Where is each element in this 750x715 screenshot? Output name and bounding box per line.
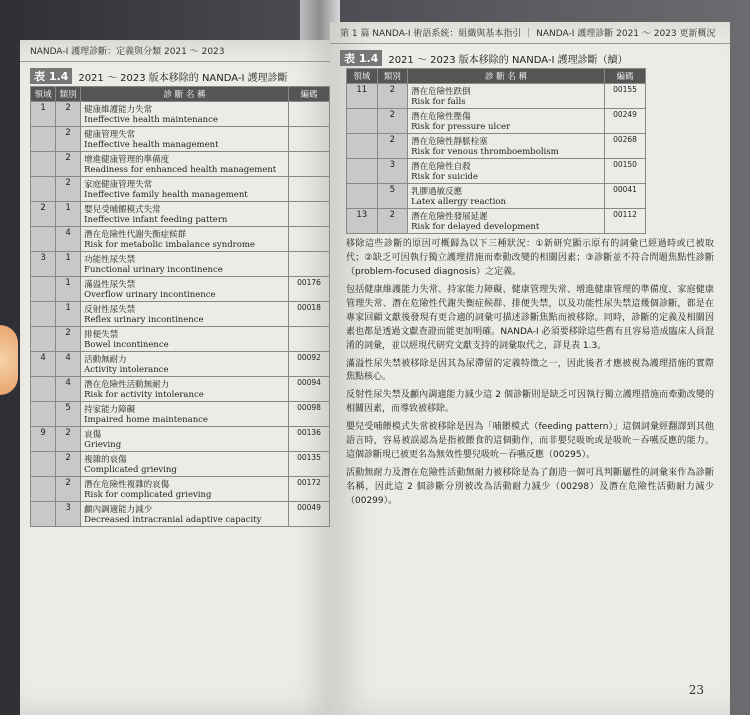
diagnosis-en: Risk for activity intolerance (84, 390, 204, 400)
diagnosis-en: Latex allergy reaction (411, 197, 507, 207)
domain-cell (31, 502, 56, 527)
diagnosis-zh: 健康管理失常 (84, 130, 136, 140)
code-cell (289, 152, 330, 177)
diagnosis-zh: 乳膠過敏反應 (411, 187, 463, 197)
body-paragraph: 移除這些診斷的原因可概歸為以下三種狀況：①新研究顯示原有的詞彙已經過時或已被取代；②缺乏可因執行獨立護理措施而牽動改變的相關因素；③診斷並不符合問題焦點性診斷（problem-focused diagnosis）之定義。 (346, 239, 714, 277)
diagnosis-en: Reflex urinary incontinence (84, 315, 204, 325)
table-title: 2021 ～ 2023 版本移除的 NANDA-I 護理診斷（續） (388, 54, 628, 66)
table-row (347, 159, 646, 184)
table-row (31, 477, 330, 502)
class-cell: 3 (377, 159, 408, 184)
class-cell: 4 (56, 227, 81, 252)
table-header-row (31, 87, 330, 102)
right-table-heading (330, 44, 730, 68)
class-cell: 4 (56, 352, 81, 377)
class-cell: 2 (377, 84, 408, 109)
code-cell: 00098 (289, 402, 330, 427)
diagnosis-cell (81, 227, 289, 252)
code-cell: 00150 (605, 159, 646, 184)
class-cell: 2 (56, 477, 81, 502)
diagnosis-en: Ineffective infant feeding pattern (84, 215, 228, 225)
body-paragraph: 反射性尿失禁及顱內調適能力減少這 2 個診斷則是缺乏可因執行獨立護理措施而牽動改變的相關因素，而導致被移除。 (346, 390, 714, 415)
diagnosis-en: Grieving (84, 440, 122, 450)
diagnosis-cell (408, 159, 605, 184)
domain-cell (31, 452, 56, 477)
diagnosis-cell (81, 502, 289, 527)
class-cell: 5 (377, 184, 408, 209)
domain-cell: 4 (31, 352, 56, 377)
body-paragraph: 活動無耐力及潛在危險性活動無耐力被移除是為了創造一個可具判斷屬性的詞彙來作為診斷名稱，因此這 2 個診斷分別被改為活動耐力減少（00298）及潛在危險性活動耐力減少（00299）。 (346, 468, 714, 506)
diagnosis-zh: 潛在危險性活動無耐力 (84, 380, 170, 390)
class-cell: 2 (377, 109, 408, 134)
diagnosis-cell (81, 402, 289, 427)
domain-cell (31, 227, 56, 252)
class-cell: 5 (56, 402, 81, 427)
table-row (31, 327, 330, 352)
class-cell: 2 (56, 327, 81, 352)
code-cell: 00155 (605, 84, 646, 109)
col-domain: 領域 (31, 87, 56, 102)
class-cell: 2 (56, 152, 81, 177)
domain-cell: 1 (31, 102, 56, 127)
code-cell: 00135 (289, 452, 330, 477)
diagnosis-en: Risk for complicated grieving (84, 490, 212, 500)
table-row (31, 427, 330, 452)
diagnosis-zh: 反射性尿失禁 (84, 305, 136, 315)
diagnosis-en: Ineffective health maintenance (84, 115, 218, 125)
domain-cell (347, 134, 378, 159)
table-header-row (347, 69, 646, 84)
table-row (31, 377, 330, 402)
table-row (31, 127, 330, 152)
right-table (346, 68, 646, 234)
class-cell: 4 (56, 377, 81, 402)
left-table (30, 86, 330, 527)
col-class: 類別 (377, 69, 408, 84)
diagnosis-en: Risk for delayed development (411, 222, 540, 232)
domain-cell: 13 (347, 209, 378, 234)
code-cell (289, 202, 330, 227)
table-row (31, 202, 330, 227)
code-cell (289, 127, 330, 152)
code-cell: 00136 (289, 427, 330, 452)
table-row (31, 352, 330, 377)
finger (0, 325, 18, 395)
body-paragraph: 嬰兒受哺餵模式失常被移除是因為「哺餵模式（feeding pattern）」這個詞彙經翻譯到其他語言時，容易被誤認為是指被餵食的這個動作，而非嬰兒吸吮或是吸吮－吞嚥反應的能力。這個診斷現已被更名為無效性嬰兒吸吮－吞嚥反應（00295）。 (346, 422, 714, 461)
diagnosis-en: Impaired home maintenance (84, 415, 208, 425)
diagnosis-en: Decreased intracranial adaptive capacity (84, 515, 262, 525)
table-row (31, 277, 330, 302)
right-page (330, 22, 730, 715)
diagnosis-cell (81, 427, 289, 452)
col-diagnosis: 診 斷 名 稱 (81, 87, 289, 102)
table-row (31, 452, 330, 477)
domain-cell (347, 109, 378, 134)
col-diagnosis: 診 斷 名 稱 (408, 69, 605, 84)
diagnosis-zh: 健康維護能力失常 (84, 105, 153, 115)
page-number: 23 (688, 683, 704, 697)
code-cell: 00049 (289, 502, 330, 527)
domain-cell (31, 177, 56, 202)
diagnosis-zh: 潛在危險性代謝失衡症候群 (84, 230, 187, 240)
diagnosis-cell (81, 152, 289, 177)
table-row (347, 184, 646, 209)
diagnosis-cell (408, 184, 605, 209)
class-cell: 3 (56, 502, 81, 527)
table-row (347, 209, 646, 234)
diagnosis-zh: 嬰兒受哺餵模式失常 (84, 205, 161, 215)
diagnosis-cell (81, 277, 289, 302)
left-table-heading (20, 62, 340, 86)
diagnosis-en: Risk for falls (411, 97, 466, 107)
diagnosis-en: Risk for venous thromboembolism (411, 147, 559, 157)
code-cell (289, 177, 330, 202)
diagnosis-cell (408, 84, 605, 109)
code-cell: 00176 (289, 277, 330, 302)
class-cell: 1 (56, 252, 81, 277)
diagnosis-zh: 增進健康管理的準備度 (84, 155, 170, 165)
code-cell: 00249 (605, 109, 646, 134)
diagnosis-en: Functional urinary incontinence (84, 265, 223, 275)
class-cell: 2 (56, 177, 81, 202)
diagnosis-zh: 潛在危險性自殺 (411, 162, 471, 172)
table-mark: 表 1.4 (30, 68, 72, 84)
diagnosis-en: Risk for suicide (411, 172, 479, 182)
diagnosis-zh: 滿溢性尿失禁 (84, 280, 136, 290)
diagnosis-cell (408, 209, 605, 234)
table-row (347, 84, 646, 109)
diagnosis-cell (81, 377, 289, 402)
diagnosis-en: Readiness for enhanced health management (84, 165, 277, 175)
diagnosis-cell (81, 127, 289, 152)
col-code: 編碼 (289, 87, 330, 102)
code-cell: 00094 (289, 377, 330, 402)
code-cell: 00112 (605, 209, 646, 234)
code-cell (289, 252, 330, 277)
diagnosis-cell (81, 102, 289, 127)
class-cell: 2 (377, 209, 408, 234)
domain-cell (31, 277, 56, 302)
table-row (31, 152, 330, 177)
diagnosis-zh: 家庭健康管理失常 (84, 180, 153, 190)
table-row (31, 102, 330, 127)
diagnosis-cell (81, 302, 289, 327)
diagnosis-cell (408, 134, 605, 159)
diagnosis-cell (81, 202, 289, 227)
diagnosis-en: Ineffective family health management (84, 190, 248, 200)
diagnosis-cell (408, 109, 605, 134)
domain-cell (31, 127, 56, 152)
domain-cell: 2 (31, 202, 56, 227)
code-cell: 00041 (605, 184, 646, 209)
domain-cell (31, 477, 56, 502)
table-row (31, 177, 330, 202)
body-paragraph: 滿溢性尿失禁被移除是因其為尿滯留的定義特徵之一，因此後者才應被視為護理措施的實際焦點核心。 (346, 358, 714, 383)
domain-cell (31, 402, 56, 427)
diagnosis-cell (81, 177, 289, 202)
code-cell: 00092 (289, 352, 330, 377)
diagnosis-zh: 潛在危險性壓傷 (411, 112, 471, 122)
left-running-head: NANDA-I 護理診斷：定義與分類 2021 ～ 2023 (20, 40, 340, 62)
diagnosis-en: Ineffective health management (84, 140, 219, 150)
table-row (31, 502, 330, 527)
domain-cell (31, 152, 56, 177)
diagnosis-en: Activity intolerance (84, 365, 169, 375)
class-cell: 2 (56, 102, 81, 127)
diagnosis-en: Bowel incontinence (84, 340, 169, 350)
class-cell: 1 (56, 302, 81, 327)
domain-cell: 11 (347, 84, 378, 109)
class-cell: 2 (56, 452, 81, 477)
diagnosis-zh: 持家能力障礙 (84, 405, 136, 415)
code-cell: 00172 (289, 477, 330, 502)
left-page (20, 40, 340, 715)
diagnosis-en: Risk for pressure ulcer (411, 122, 511, 132)
diagnosis-zh: 功能性尿失禁 (84, 255, 136, 265)
table-row (31, 252, 330, 277)
class-cell: 1 (56, 202, 81, 227)
code-cell: 00268 (605, 134, 646, 159)
col-code: 編碼 (605, 69, 646, 84)
table-row (31, 302, 330, 327)
table-row (347, 134, 646, 159)
body-paragraphs (330, 238, 730, 509)
diagnosis-zh: 排便失禁 (84, 330, 119, 340)
diagnosis-zh: 潛在危險性跌倒 (411, 87, 471, 97)
diagnosis-zh: 複雜的哀傷 (84, 455, 127, 465)
diagnosis-cell (81, 452, 289, 477)
col-class: 類別 (56, 87, 81, 102)
diagnosis-zh: 潛在危險性發展延遲 (411, 212, 488, 222)
diagnosis-zh: 顱內調適能力減少 (84, 505, 153, 515)
domain-cell: 9 (31, 427, 56, 452)
diagnosis-zh: 哀傷 (84, 430, 102, 440)
col-domain: 領域 (347, 69, 378, 84)
domain-cell (31, 327, 56, 352)
table-title: 2021 ～ 2023 版本移除的 NANDA-I 護理診斷 (78, 72, 288, 84)
domain-cell (347, 184, 378, 209)
code-cell (289, 227, 330, 252)
class-cell: 1 (56, 277, 81, 302)
diagnosis-cell (81, 477, 289, 502)
diagnosis-en: Risk for metabolic imbalance syndrome (84, 240, 255, 250)
table-row (347, 109, 646, 134)
table-row (31, 402, 330, 427)
code-cell (289, 327, 330, 352)
domain-cell (31, 377, 56, 402)
class-cell: 2 (377, 134, 408, 159)
domain-cell (347, 159, 378, 184)
diagnosis-zh: 活動無耐力 (84, 355, 127, 365)
table-mark: 表 1.4 (340, 50, 382, 66)
diagnosis-zh: 潛在危險性複雜的哀傷 (84, 480, 170, 490)
code-cell (289, 102, 330, 127)
diagnosis-en: Overflow urinary incontinence (84, 290, 216, 300)
class-cell: 2 (56, 427, 81, 452)
class-cell: 2 (56, 127, 81, 152)
domain-cell (31, 302, 56, 327)
diagnosis-cell (81, 352, 289, 377)
diagnosis-en: Complicated grieving (84, 465, 177, 475)
body-paragraph: 包括健康維護能力失常、持家能力障礙、健康管理失常、增進健康管理的準備度、家庭健康管理失常、潛在危險性代謝失衡症候群、排便失禁，以及功能性尿失禁這幾個診斷，都是在專家回顧文獻後發現有更合適的詞彙可描述診斷焦點而被移除。同時，診斷的定義及相關因素也都是透過文獻查證而能更加明確。NANDA-I 必須要移除這些舊有且容易造成臨床人員混淆的詞彙，並以經現代研究文獻支持的詞彙取代之，詳見表 1.3。 (346, 284, 714, 351)
diagnosis-cell (81, 327, 289, 352)
table-row (31, 227, 330, 252)
code-cell: 00018 (289, 302, 330, 327)
diagnosis-cell (81, 252, 289, 277)
right-running-head: 第 1 篇 NANDA-I 術語系統：組織與基本指引 ｜ NANDA-I 護理診斷 2021 ～ 2023 更新概況 (330, 22, 730, 44)
domain-cell: 3 (31, 252, 56, 277)
diagnosis-zh: 潛在危險性靜脈栓塞 (411, 137, 488, 147)
